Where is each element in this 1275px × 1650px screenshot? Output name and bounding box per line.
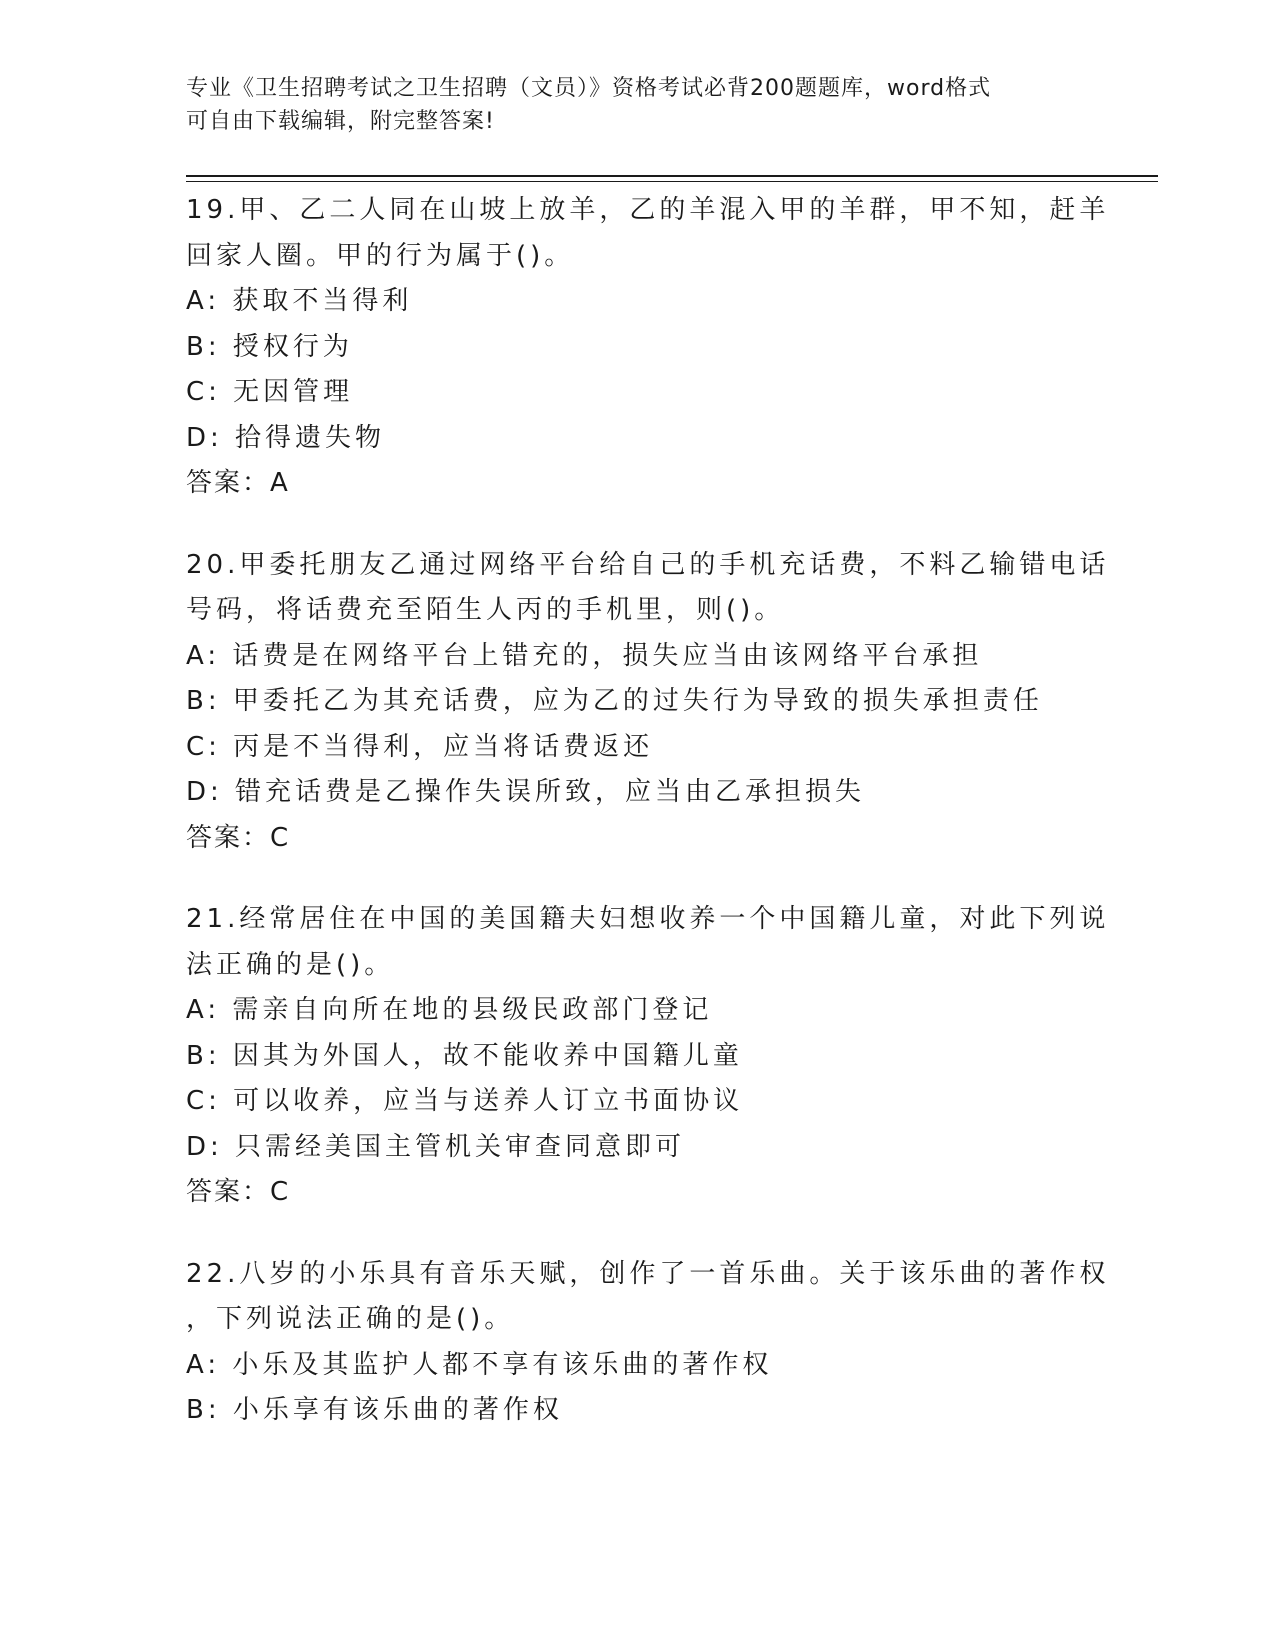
- option-b: B: 授权行为: [186, 331, 353, 362]
- option-b: B: 因其为外国人，故不能收养中国籍儿童: [186, 1040, 743, 1071]
- option-d: D: 只需经美国主管机关审查同意即可: [186, 1131, 686, 1162]
- question-stem: ，下列说法正确的是()。: [186, 1304, 515, 1334]
- option-a: A: 获取不当得利: [186, 286, 413, 316]
- header-divider-thick: [186, 175, 1158, 177]
- question-21: [186, 897, 1110, 1216]
- option-c: C: 可以收养，应当与送养人订立书面协议: [186, 1086, 744, 1116]
- option-b: B: 小乐享有该乐曲的著作权: [186, 1395, 563, 1425]
- header-title-line-1: 专业《卫生招聘考试之卫生招聘（文员）》资格考试必背200题题库，word格式: [186, 76, 992, 101]
- question-stem: 法正确的是()。: [186, 949, 395, 980]
- question-stem: 回家人圈。甲的行为属于()。: [186, 240, 575, 271]
- answer-line: 答案：A: [186, 468, 290, 498]
- option-b: B: 甲委托乙为其充话费，应为乙的过失行为导致的损失承担责任: [186, 686, 1043, 716]
- question-stem: 号码，将话费充至陌生人丙的手机里，则()。: [186, 595, 785, 625]
- answer-line: 答案：C: [186, 822, 291, 853]
- document-header: [186, 72, 1066, 138]
- question-stem: 20.甲委托朋友乙通过网络平台给自己的手机充话费，不料乙输错电话: [186, 549, 1110, 580]
- option-c: C: 无因管理: [186, 377, 354, 407]
- option-a: A: 需亲自向所在地的县级民政部门登记: [186, 995, 713, 1025]
- header-title-line-2: 可自由下载编辑，附完整答案!: [186, 109, 495, 134]
- answer-line: 答案：C: [186, 1177, 291, 1207]
- question-19: [186, 188, 1110, 507]
- header-divider-thin: [186, 181, 1158, 182]
- option-c: C: 丙是不当得利，应当将话费返还: [186, 731, 654, 762]
- option-a: A: 小乐及其监护人都不享有该乐曲的著作权: [186, 1349, 773, 1380]
- question-22: [186, 1252, 1110, 1434]
- option-d: D: 错充话费是乙操作失误所致，应当由乙承担损失: [186, 777, 866, 807]
- question-stem: 21.经常居住在中国的美国籍夫妇想收养一个中国籍儿童，对此下列说: [186, 904, 1110, 934]
- option-a: A: 话费是在网络平台上错充的，损失应当由该网络平台承担: [186, 640, 983, 671]
- option-d: D: 拾得遗失物: [186, 422, 386, 453]
- question-20: [186, 543, 1110, 862]
- question-stem: 19.甲、乙二人同在山坡上放羊，乙的羊混入甲的羊群，甲不知，赶羊: [186, 195, 1110, 225]
- question-list: [186, 188, 1110, 1470]
- question-stem: 22.八岁的小乐具有音乐天赋，创作了一首乐曲。关于该乐曲的著作权: [186, 1258, 1110, 1289]
